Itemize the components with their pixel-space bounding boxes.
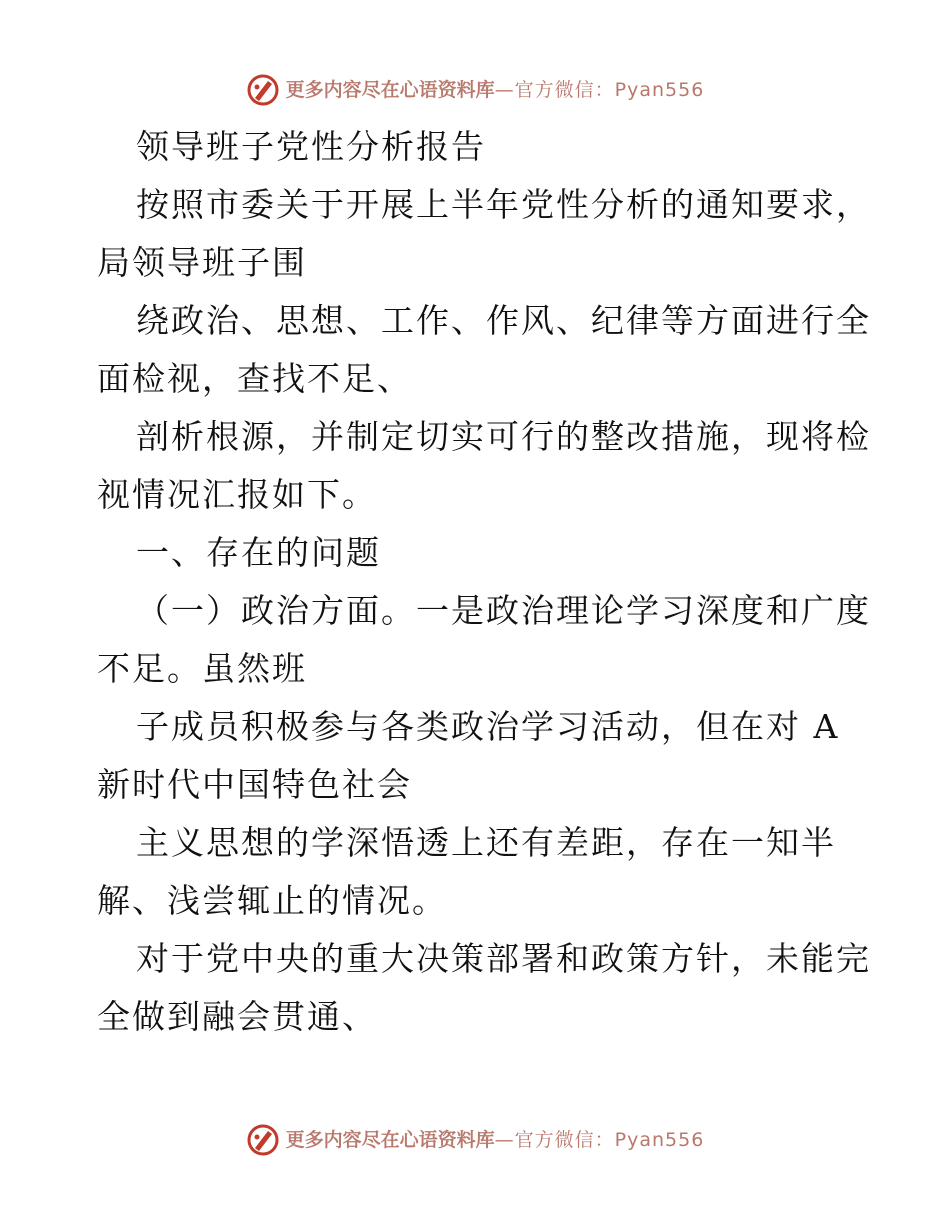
text-line: （一）政治方面。一是政治理论学习深度和广度	[136, 591, 871, 630]
text-line: 全做到融会贯通、	[97, 997, 377, 1036]
pen-emblem-icon	[246, 1123, 280, 1157]
banner-wechat: —官方微信：Pyan556	[494, 1128, 705, 1151]
text-line: 视情况汇报如下。	[97, 475, 377, 514]
text-line: 绕政治、思想、工作、作风、纪律等方面进行全	[136, 301, 871, 340]
text-line: 新时代中国特色社会	[97, 765, 412, 804]
footer-banner	[0, 1120, 950, 1160]
pen-emblem-icon	[246, 73, 280, 107]
banner-site-name: 更多内容尽在心语资料库	[285, 1128, 495, 1151]
text-line: 对于党中央的重大决策部署和政策方针，未能完	[136, 939, 871, 978]
banner-text	[285, 78, 705, 101]
text-line: 主义思想的学深悟透上还有差距，存在一知半	[136, 823, 836, 862]
text-line: 领导班子党性分析报告	[136, 127, 486, 166]
header-banner	[0, 70, 950, 110]
banner-site-name: 更多内容尽在心语资料库	[285, 78, 495, 101]
text-line: 一、存在的问题	[136, 533, 381, 572]
text-line: 按照市委关于开展上半年党性分析的通知要求，	[136, 185, 871, 224]
text-line: 局领导班子围	[97, 243, 307, 282]
text-line: 面检视，查找不足、	[97, 359, 412, 398]
text-line: 剖析根源，并制定切实可行的整改措施，现将检	[136, 417, 871, 456]
banner-text	[285, 1128, 705, 1151]
text-line: 子成员积极参与各类政治学习活动，但在对 A	[136, 707, 840, 746]
document-body	[97, 118, 871, 1046]
text-line: 解、浅尝辄止的情况。	[97, 881, 447, 920]
text-line: 不足。虽然班	[97, 649, 307, 688]
banner-wechat: —官方微信：Pyan556	[494, 78, 705, 101]
